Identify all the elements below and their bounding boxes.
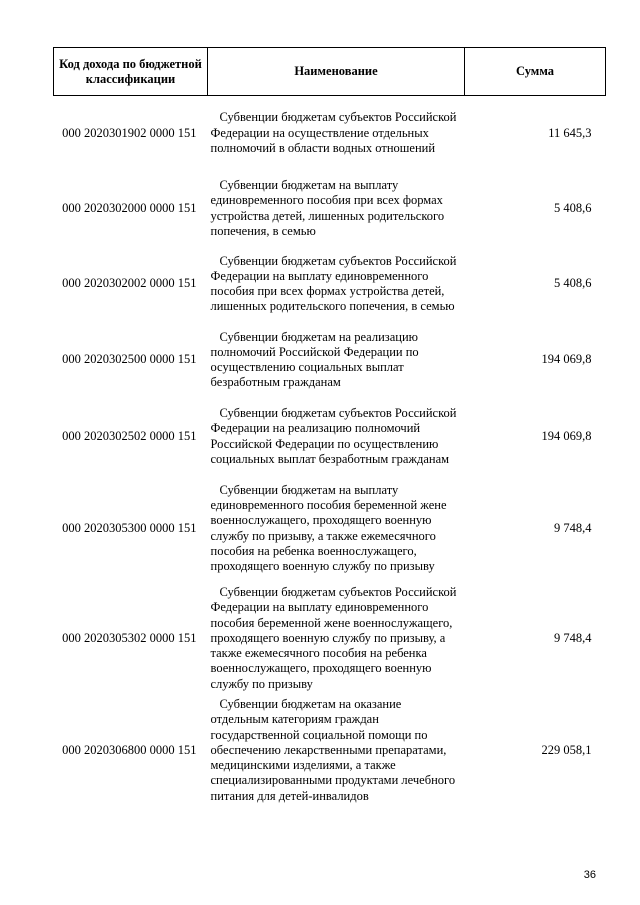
row-sum: 5 408,6: [554, 276, 592, 291]
table-row: [54, 475, 606, 583]
table-row: [54, 322, 606, 399]
row-sum: 9 748,4: [554, 520, 592, 535]
row-name-text: Субвенции бюджетам на реализацию полномочий Российской Федерации по осуществлению социальных выплат безработным гражданам: [210, 329, 419, 390]
row-name-text: Субвенции бюджетам субъектов Российской Федерации на выплату единовременного пособия при всех формах устройства детей, лишенных родительского попечения, в семью: [210, 253, 457, 314]
table-row: [54, 399, 606, 475]
header-sum: Сумма: [465, 48, 606, 96]
row-sum: 11 645,3: [548, 125, 592, 140]
row-code: 000 2020305302 0000 151: [62, 630, 197, 645]
row-sum: 229 058,1: [541, 742, 592, 757]
row-code: 000 2020302500 0000 151: [62, 352, 197, 367]
row-code: 000 2020301902 0000 151: [62, 125, 197, 140]
row-code: 000 2020302000 0000 151: [62, 200, 197, 215]
row-name: [208, 247, 465, 322]
row-sum: 194 069,8: [541, 352, 592, 367]
row-name: [208, 96, 465, 171]
row-name: [208, 583, 465, 695]
row-name-text: Субвенции бюджетам субъектов Российской Федерации на реализацию полномочий Российской Федерации по осуществлению социальных выплат безработным гражданам: [210, 406, 457, 466]
row-name-text: Субвенции бюджетам на оказание отдельным категориям граждан государственной социальной помощи по обеспечению лекарственными препаратами, медицинскими изделиями, а также специализированными продуктами лечебного питания для детей-инвалидов: [210, 697, 456, 803]
row-name-text: Субвенции бюджетам субъектов Российской Федерации на осуществление отдельных полномочий в области водных отношений: [210, 110, 457, 155]
row-sum: 194 069,8: [541, 428, 592, 443]
page-number: 36: [583, 869, 596, 881]
row-name: [208, 695, 465, 807]
row-name-text: Субвенции бюджетам на выплату единовременного пособия беременной жене военнослужащего, проходящего военную службу по призыву, а также ежемесячного пособия на ребенка военнослужащего, проходящего военную службу по призыву: [210, 482, 447, 573]
row-name-text: Субвенции бюджетам на выплату единовременного пособия при всех формах устройства детей, лишенных родительского попечения, в семью: [210, 178, 445, 238]
row-code: 000 2020305300 0000 151: [62, 520, 197, 535]
header-code: Код дохода по бюджетной классификации: [54, 48, 208, 96]
row-name: [208, 171, 465, 247]
row-code: 000 2020306800 0000 151: [62, 742, 197, 757]
table-row: [54, 583, 606, 695]
budget-revenue-table: [53, 47, 606, 807]
row-name: [208, 475, 465, 583]
row-code: 000 2020302502 0000 151: [62, 428, 197, 443]
header-name: Наименование: [208, 48, 465, 96]
row-code: 000 2020302002 0000 151: [62, 276, 197, 291]
row-name-text: Субвенции бюджетам субъектов Российской Федерации на выплату единовременного пособия беременной жене военнослужащего, проходящего военную службу по призыву, а также ежемесячного пособия на ребенка военнослужащего, проходящего военную службу по призыву: [210, 585, 457, 691]
row-sum: 9 748,4: [554, 630, 592, 645]
row-name: [208, 399, 465, 475]
table-row: [54, 247, 606, 322]
table-header-row: [54, 48, 606, 96]
row-name: [208, 322, 465, 399]
table-row: [54, 695, 606, 807]
table-row: [54, 96, 606, 171]
row-sum: 5 408,6: [554, 200, 592, 215]
table-row: [54, 171, 606, 247]
